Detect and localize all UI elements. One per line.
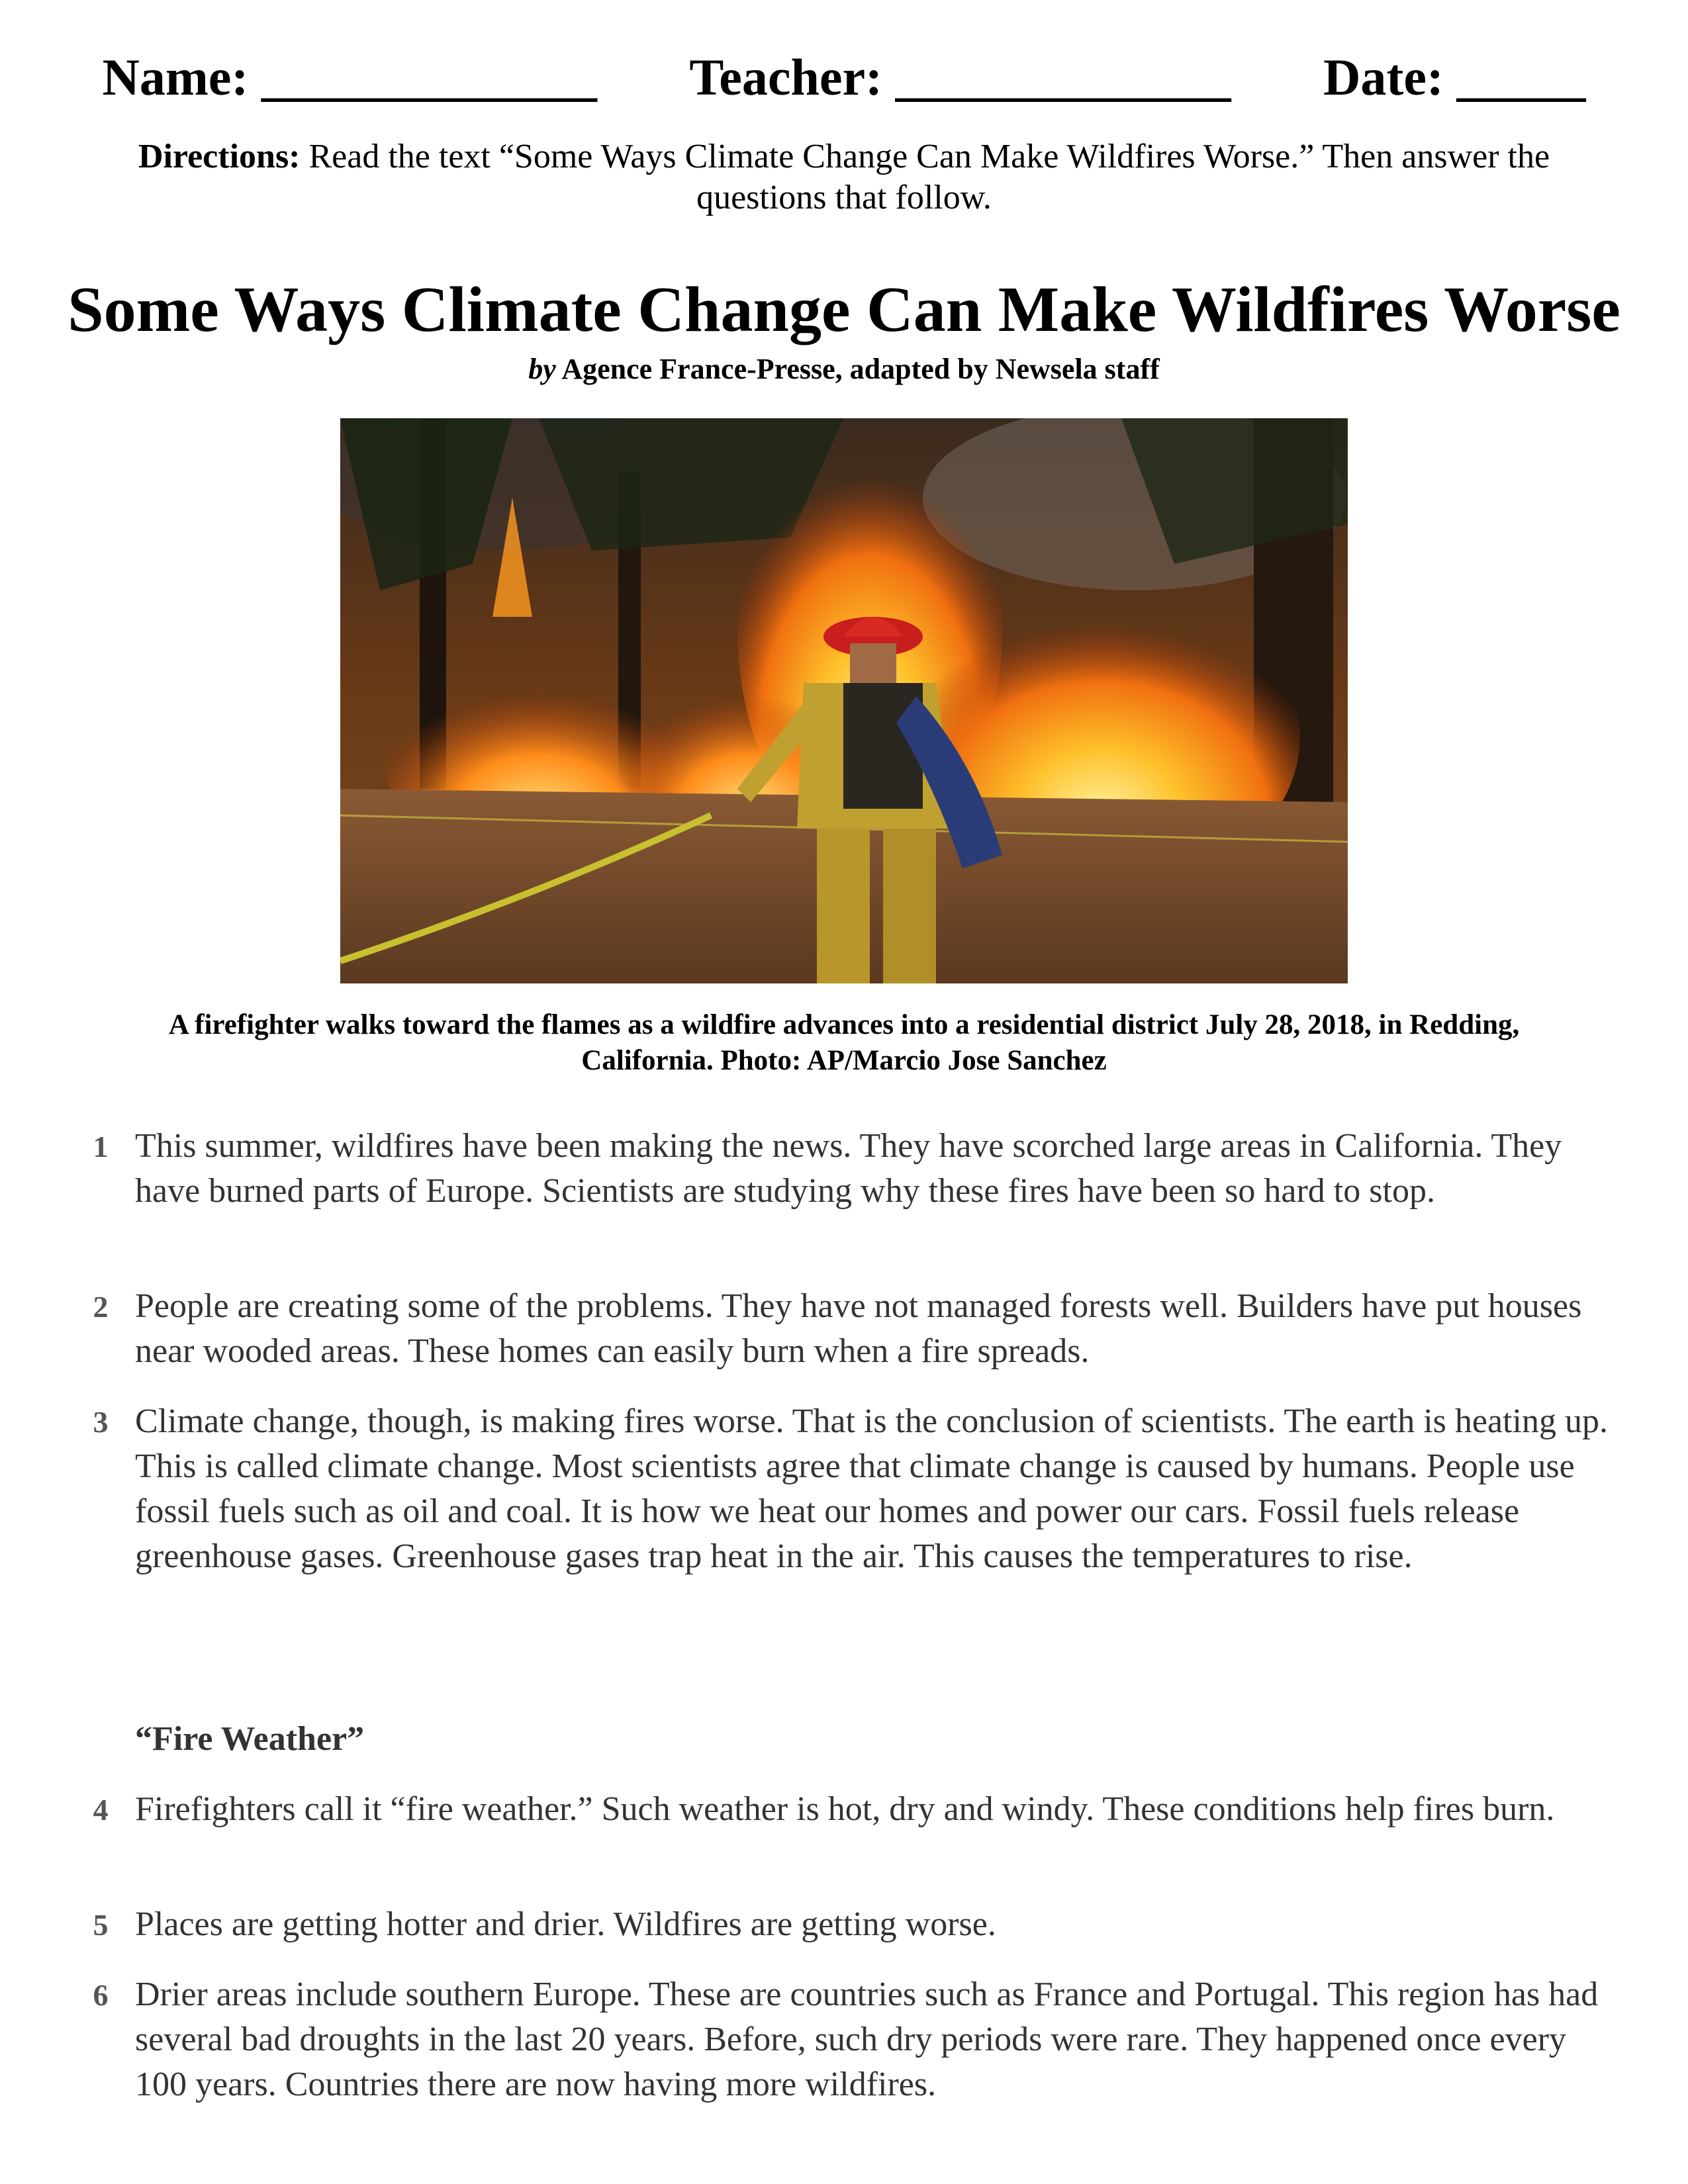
directions-text: Read the text “Some Ways Climate Change Can Make Wildfires Worse.” Then answer the questions that follow. <box>300 138 1550 216</box>
byline-text: Agence France-Presse, adapted by Newsela staff <box>555 353 1160 385</box>
name-field-label[interactable]: Name: _____________ <box>102 48 597 106</box>
paragraph-number: 5 <box>93 1908 109 1942</box>
paragraph-number: 2 <box>93 1290 109 1324</box>
paragraph-text: This summer, wildfires have been making the news. They have scorched large areas in California. They have burned parts of Europe. Scientists are studying why these fires have been so hard to stop. <box>135 1127 1562 1210</box>
article-byline <box>0 352 1688 386</box>
paragraph-number: 6 <box>93 1978 109 2012</box>
wildfire-photo <box>340 418 1348 983</box>
section-subheading: “Fire Weather” <box>135 1720 365 1758</box>
date-field-label[interactable]: Date: _____ <box>1323 48 1586 106</box>
paragraph-number: 3 <box>93 1405 109 1439</box>
directions <box>86 136 1602 218</box>
teacher-field-label[interactable]: Teacher: _____________ <box>689 48 1231 106</box>
paragraph-text: Places are getting hotter and drier. Wildfires are getting worse. <box>135 1905 996 1943</box>
worksheet-header <box>0 48 1688 107</box>
paragraph-text: Drier areas include southern Europe. These are countries such as France and Portugal. This region has had several bad droughts in the last 20 years. Before, such dry periods were rare. They happened once every 100 years. Countries there are now having more wildfires. <box>135 1976 1599 2103</box>
paragraph-text: People are creating some of the problems. They have not managed forests well. Builders have put houses near wooded areas. These homes can easily burn when a fire spreads. <box>135 1287 1582 1370</box>
paragraph-text: Firefighters call it “fire weather.” Such weather is hot, dry and windy. These conditions help fires burn. <box>135 1790 1555 1828</box>
paragraph-text: Climate change, though, is making fires worse. That is the conclusion of scientists. The earth is heating up. This is called climate change. Most scientists agree that climate change is caused by humans. People use fossil fuels such as oil and coal. It is how we heat our homes and power our cars. Fossil fuels release greenhouse gases. Greenhouse gases trap heat in the air. This causes the temperatures to rise. <box>135 1402 1608 1575</box>
byline-by: by <box>528 353 556 385</box>
photo-caption: A firefighter walks toward the flames as a wildfire advances into a residential district July 28, 2018, in Redding, California. Photo: AP/Marcio Jose Sanchez <box>168 1009 1520 1076</box>
directions-label: Directions: <box>138 138 301 175</box>
paragraph-number: 1 <box>93 1130 109 1163</box>
paragraph-number: 4 <box>93 1793 109 1827</box>
article-title: Some Ways Climate Change Can Make Wildfires Worse <box>68 274 1620 345</box>
